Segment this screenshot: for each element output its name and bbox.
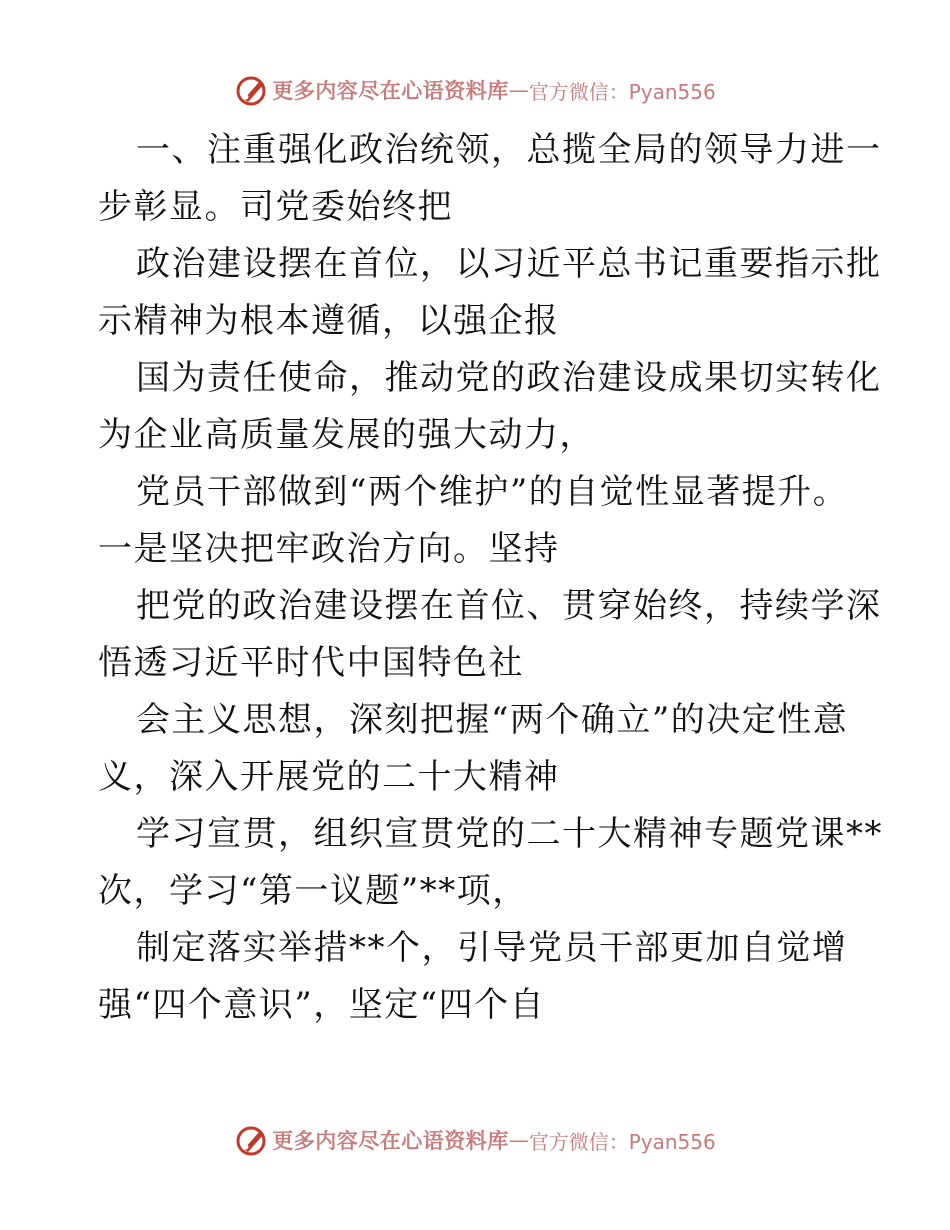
paragraph-line: 一是坚决把牢政治方向。坚持 [98, 529, 560, 569]
paragraph-7 [98, 806, 883, 920]
paragraph-line: 次，学习“第一议题”**项， [98, 871, 528, 911]
paragraph-4 [98, 464, 858, 578]
footer-watermark [0, 1120, 950, 1160]
paragraph-line: 制定落实举措**个，引导党员干部更加自觉增 [136, 928, 848, 968]
paragraph-3 [98, 350, 882, 464]
paragraph-line: 义，深入开展党的二十大精神 [98, 757, 560, 797]
paragraph-line: 示精神为根本遵循，以强企报 [98, 301, 560, 341]
paragraph-line: 党员干部做到“两个维护”的自觉性显著提升。 [136, 472, 849, 512]
paragraph-line: 步彰显。司党委始终把 [98, 187, 453, 227]
paragraph-2 [98, 236, 882, 350]
watermark-sub-text: 官方微信：Pyan556 [528, 1129, 716, 1154]
paragraph-line: 强“四个意识”，坚定“四个自 [98, 985, 546, 1025]
document-body [98, 122, 883, 1034]
paragraph-8 [98, 920, 858, 1034]
paragraph-line: 为企业高质量发展的强大动力， [98, 415, 595, 455]
watermark-dash: — [508, 1128, 529, 1152]
paragraph-line: 国为责任使命，推动党的政治建设成果切实转化 [136, 358, 882, 398]
watermark-sub-text: 官方微信：Pyan556 [528, 79, 716, 104]
paragraph-5 [98, 578, 882, 692]
paragraph-6 [98, 692, 858, 806]
header-watermark [0, 70, 950, 110]
paragraph-1 [98, 122, 882, 236]
pen-logo-icon [234, 1123, 268, 1157]
paragraph-line: 政治建设摆在首位，以习近平总书记重要指示批 [136, 244, 882, 284]
paragraph-line: 学习宣贯，组织宣贯党的二十大精神专题党课** [136, 814, 883, 854]
pen-logo-icon [234, 73, 268, 107]
paragraph-line: 会主义思想，深刻把握“两个确立”的决定性意 [136, 700, 849, 740]
watermark-dash: — [508, 78, 529, 102]
watermark-main-text: 更多内容尽在心语资料库 [272, 1128, 509, 1153]
paragraph-line: 一、注重强化政治统领，总揽全局的领导力进一 [136, 130, 882, 170]
paragraph-line: 悟透习近平时代中国特色社 [98, 643, 524, 683]
paragraph-line: 把党的政治建设摆在首位、贯穿始终，持续学深 [136, 586, 882, 626]
watermark-main-text: 更多内容尽在心语资料库 [272, 78, 509, 103]
